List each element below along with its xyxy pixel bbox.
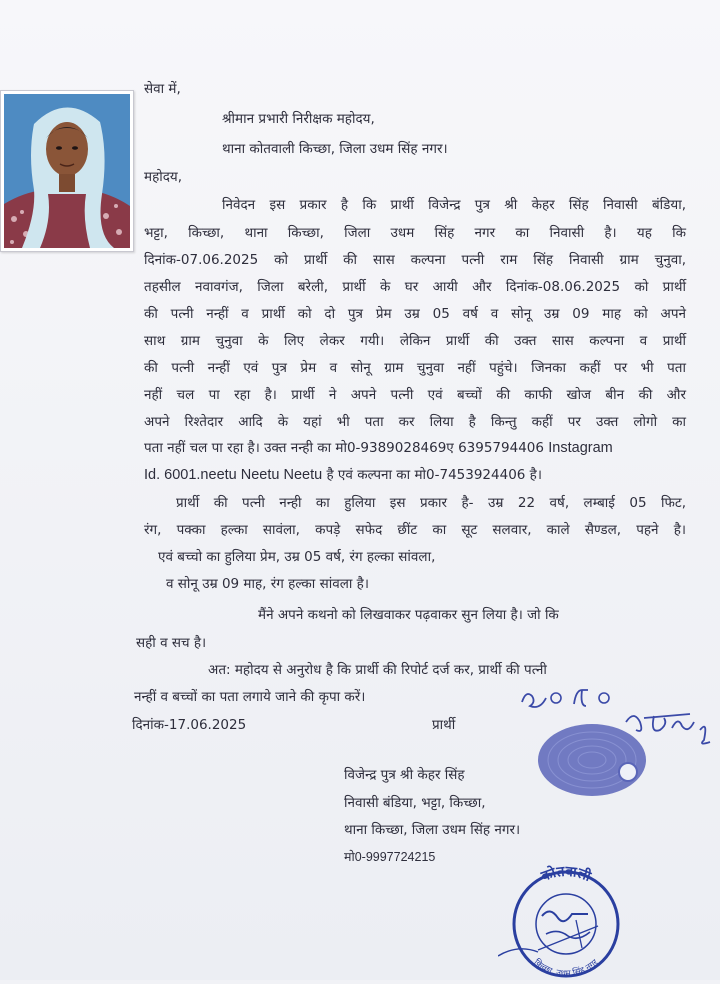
- police-stamp: [498, 856, 634, 984]
- thumb-impression: [536, 720, 648, 804]
- body-line: रंग, पक्का हल्का सावंला, कपड़े सफेद छींट का सूट सलवार, काले सैण्डल, पहने है।: [144, 522, 686, 538]
- letter-date: दिनांक-17.06.2025: [132, 717, 247, 733]
- body-line: नन्हीं व बच्चों का पता लगाये जाने की कृपा करें।: [134, 689, 366, 705]
- passport-photo: [0, 90, 134, 252]
- body-line: निवेदन इस प्रकार है कि प्रार्थी विजेन्द्र पुत्र श्री केहर सिंह निवासी बंडिया,: [222, 197, 686, 213]
- salutation-sir: महोदय,: [144, 169, 183, 185]
- sender-name: विजेन्द्र पुत्र श्री केहर सिंह: [344, 767, 465, 783]
- body-line: दिनांक-07.06.2025 को प्रार्थी की सास कल्पना पत्नी राम सिंह निवासी ग्राम चुनुवा,: [144, 252, 686, 268]
- instagram-label: Instagram: [548, 440, 613, 456]
- addressee: श्रीमान प्रभारी निरीक्षक महोदय,: [222, 111, 375, 127]
- body-line-instagram-id: [144, 466, 542, 484]
- police-station: थाना कोतवाली किच्छा, जिला उधम सिंह नगर।: [222, 141, 448, 157]
- body-line: की पत्नी नन्हीं एवं पुत्र प्रेम व सोनू ग्राम चुनुवा नहीं पहुंचे। जिनका कहीं पर भी पता: [144, 360, 686, 376]
- body-line: एवं बच्चो का हुलिया प्रेम, उम्र 05 वर्ष, रंग हल्का सांवला,: [158, 549, 436, 565]
- body-line: प्रार्थी की पत्नी नन्ही का हुलिया इस प्रकार है- उम्र 22 वर्ष, लम्बाई 05 फिट,: [176, 495, 686, 511]
- body-line: साथ ग्राम चुनुवा के लिए लेकर गयी। लेकिन प्रार्थी की उक्त सास कल्पना व प्रार्थी: [144, 333, 686, 349]
- sender-address: थाना किच्छा, जिला उधम सिंह नगर।: [344, 822, 521, 838]
- sender-mobile: मो0-9997724215: [344, 850, 436, 864]
- stamp-top-text: कोतवाली: [539, 863, 593, 885]
- salutation-to: सेवा में,: [144, 81, 181, 97]
- body-line: की पत्नी नन्हीं व प्रार्थी को दो पुत्र प्रेम उम्र 05 वर्ष व सोनू उम्र 09 माह को अपने: [144, 306, 686, 322]
- body-line: अत: महोदय से अनुरोध है कि प्रार्थी की रिपोर्ट दर्ज कर, प्रार्थी की पत्नी: [208, 662, 547, 678]
- body-text: है एवं कल्पना का मो0-7453924406 है।: [326, 467, 542, 483]
- handwritten-note: [516, 680, 626, 718]
- svg-text:कोतवाली: [538, 864, 594, 886]
- applicant-label: प्रार्थी: [432, 717, 456, 733]
- body-line: भट्टा, किच्छा, थाना किच्छा, जिला उधम सिंह नगर का निवासी है। यह कि: [144, 225, 686, 241]
- body-line: व सोनू उम्र 09 माह, रंग हल्का सांवला है।: [166, 576, 369, 592]
- body-line: नहीं चल पा रहा है। प्रार्थी ने अपने पत्नी एवं बच्चों की काफी खोज बीन की और: [144, 387, 686, 403]
- body-line: सही व सच है।: [136, 635, 207, 651]
- body-line: तहसील नवावगंज, जिला बरेली, प्रार्थी के घर आयी और दिनांक-08.06.2025 को प्रार्थी: [144, 279, 686, 295]
- contacts-text: पता नहीं चल पा रहा है। उक्त नन्ही का मो0-9389028469ए 6395794406: [144, 440, 544, 456]
- svg-text:किच्छा, उधम सिंह नगर: [532, 957, 601, 979]
- body-line: अपने रिश्तेदार आदि के यहां भी पता कर लिया है किन्तु कहीं पर उक्त लोगो का: [144, 414, 686, 430]
- body-line: मैंने अपने कथनो को लिखवाकर पढ़वाकर सुन लिया है। जो कि: [258, 607, 559, 623]
- body-line-contacts: [144, 439, 613, 457]
- sender-address: निवासी बंडिया, भट्टा, किच्छा,: [344, 795, 486, 811]
- stamp-bottom-text: किच्छा, उधम सिंह नगर: [531, 957, 601, 980]
- instagram-id: Id. 6001.neetu Neetu Neetu: [144, 467, 323, 483]
